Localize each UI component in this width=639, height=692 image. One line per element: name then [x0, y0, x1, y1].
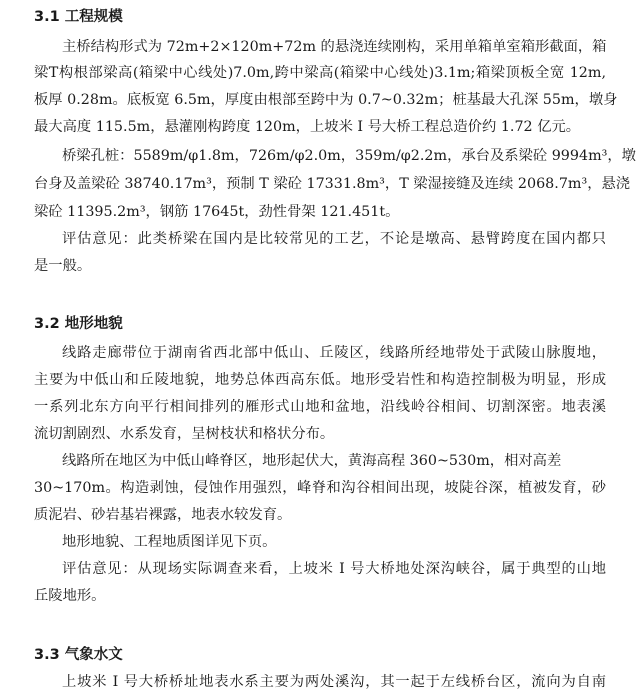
section-heading-3-1: 3.1 工程规模 [34, 9, 123, 25]
text-line: 线路所在地区为中低山峰脊区，地形起伏大，黄海高程 360~530m，相对高差 [62, 453, 562, 469]
text-line: 是一般。 [34, 258, 92, 274]
text-line: 台身及盖梁砼 38740.17m³，预制 T 梁砼 17331.8m³，T 梁湿接缝及连续 2068.7m³，悬浇 [34, 176, 631, 192]
text-line: 线路走廊带位于湖南省西北部中低山、丘陵区，线路所经地带处于武陵山脉腹地， [62, 345, 606, 361]
text-line: 流切割剧烈、水系发育，呈树枝状和格状分布。 [34, 426, 335, 442]
text-line: 评估意见：此类桥梁在国内是比较常见的工艺，不论是墩高、悬臂跨度在国内都只 [62, 231, 606, 247]
text-line: 梁T构根部梁高(箱梁中心线处)7.0m,跨中梁高(箱梁中心线处)3.1m;箱梁顶板全宽 12m, [34, 65, 606, 81]
section-heading-3-2: 3.2 地形地貌 [34, 316, 123, 332]
text-line: 丘陵地形。 [34, 588, 106, 604]
text-line: 主桥结构形式为 72m+2×120m+72m 的悬浇连续刚构，采用单箱单室箱形截面，箱 [62, 39, 607, 55]
text-line: 30~170m。构造剥蚀，侵蚀作用强烈，峰脊和沟谷相间出现，坡陡谷深，植被发育，砂 [34, 480, 606, 496]
text-line: 梁砼 11395.2m³，钢筋 17645t，劲性骨架 121.451t。 [34, 204, 400, 220]
text-line: 桥梁孔桩：5589m/φ1.8m，726m/φ2.0m，359m/φ2.2m，承台及系梁砼 9994m³，墩 [62, 148, 636, 164]
text-line: 上坡米 I 号大桥桥址地表水系主要为两处溪沟，其一起于左线桥台区，流向为自南 [62, 674, 606, 690]
text-line: 评估意见：从现场实际调查来看，上坡米 I 号大桥地处深沟峡谷，属于典型的山地 [62, 561, 606, 577]
text-line: 地形地貌、工程地质图详见下页。 [62, 534, 277, 550]
section-heading-3-3: 3.3 气象水文 [34, 647, 123, 663]
text-line: 主要为中低山和丘陵地貌，地势总体西高东低。地形受岩性和构造控制极为明显，形成 [34, 372, 606, 388]
text-line: 板厚 0.28m。底板宽 6.5m，厚度由根部至跨中为 0.7~0.32m；桩基最大孔深 55m，墩身 [34, 92, 618, 108]
text-line: 一系列北东方向平行相间排列的雁形式山地和盆地，沿线岭谷相间、切割深密。地表溪 [34, 399, 606, 415]
text-line: 最大高度 115.5m，悬灌刚构跨度 120m，上坡米 I 号大桥工程总造价约 1.72 亿元。 [34, 119, 581, 135]
text-line: 质泥岩、砂岩基岩裸露，地表水较发育。 [34, 507, 292, 523]
